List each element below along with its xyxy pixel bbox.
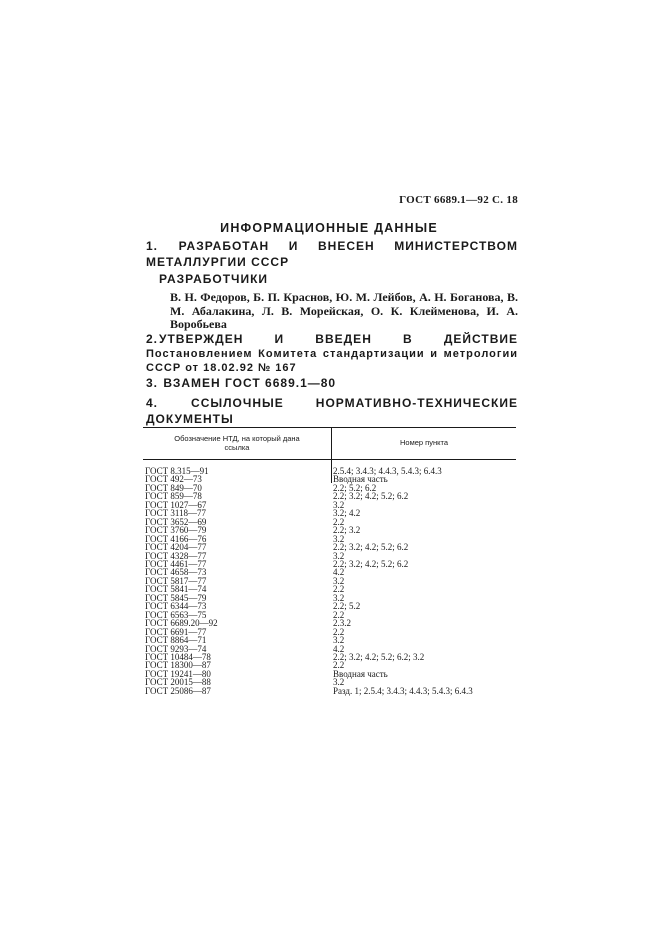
- table-cell-document: ГОСТ 492—73: [145, 474, 202, 485]
- table-cell-clauses: 2.2: [333, 516, 345, 527]
- table-cell-clauses: 2.2; 3.2; 4.2; 5.2; 6.2: [333, 491, 409, 502]
- table-cell-clauses: 2.2: [333, 584, 345, 595]
- table-cell-document: ГОСТ 6691—77: [145, 626, 207, 637]
- section-3-number: 3.: [146, 376, 159, 390]
- table-cell-document: ГОСТ 18300—87: [145, 660, 211, 671]
- table-cell-clauses: 3.2; 4.2: [333, 508, 361, 519]
- table-cell-document: ГОСТ 4204—77: [145, 542, 207, 553]
- table-cell-document: ГОСТ 25086—87: [145, 685, 211, 696]
- table-cell-clauses: Вводная часть: [333, 668, 388, 679]
- table-rows: [143, 460, 516, 695]
- table-cell-clauses: 2.2: [333, 609, 345, 620]
- table-cell-clauses: 4.2: [333, 567, 345, 578]
- section-4-number: 4.: [146, 396, 159, 410]
- section-2-heading: УТВЕРЖДЕН И ВВЕДЕН В ДЕЙСТВИЕ: [159, 332, 518, 346]
- table-cell-clauses: 2.3.2: [333, 618, 351, 629]
- section-1-text: РАЗРАБОТАН И ВНЕСЕН МИНИСТЕРСТВОМ МЕТАЛЛУРГИИ СССР: [146, 239, 518, 269]
- table-cell-clauses: 2.2; 5.2; 6.2: [333, 482, 377, 493]
- table-cell-clauses: 3.2: [333, 592, 345, 603]
- table-cell-document: ГОСТ 4166—76: [145, 533, 207, 544]
- developers-heading: РАЗРАБОТЧИКИ: [159, 272, 269, 286]
- table-cell-document: ГОСТ 5841—74: [145, 584, 207, 595]
- page-title: ИНФОРМАЦИОННЫЕ ДАННЫЕ: [220, 221, 438, 235]
- section-4-heading: [146, 395, 518, 427]
- table-cell-clauses: 2.2; 5.2: [333, 601, 361, 612]
- table-header: [143, 428, 516, 460]
- table-cell-clauses: 3.2: [333, 499, 345, 510]
- table-cell-clauses: 3.2: [333, 550, 345, 561]
- table-header-document: Обозначение НТД, на который дана ссылка: [143, 428, 332, 459]
- section-4-text: ССЫЛОЧНЫЕ НОРМАТИВНО-ТЕХНИЧЕСКИЕ ДОКУМЕНТЫ: [146, 396, 518, 426]
- table-cell-clauses: Вводная часть: [333, 474, 388, 485]
- table-cell-document: ГОСТ 3118—77: [145, 508, 207, 519]
- section-2-text: Постановлением Комитета стандартизации и метрологии СССР от 18.02.92 № 167: [146, 347, 518, 374]
- table-cell-clauses: 3.2: [333, 533, 345, 544]
- table-cell-document: ГОСТ 6344—73: [145, 601, 207, 612]
- table-cell-document: ГОСТ 6563—75: [145, 609, 207, 620]
- table-cell-document: ГОСТ 4461—77: [145, 558, 207, 569]
- table-cell-document: ГОСТ 8864—71: [145, 635, 207, 646]
- table-cell-document: ГОСТ 20015—88: [145, 677, 211, 688]
- page-header-reference: ГОСТ 6689.1—92 С. 18: [399, 194, 518, 206]
- table-cell-clauses: 2.2; 3.2; 4.2; 5.2; 6.2: [333, 542, 409, 553]
- table-cell-clauses: 3.2: [333, 575, 345, 586]
- table-cell-document: ГОСТ 6689.20—92: [145, 618, 218, 629]
- reference-documents-table: [143, 427, 516, 695]
- table-cell-clauses: 2.2; 3.2; 4.2; 5.2; 6.2; 3.2: [333, 651, 425, 662]
- table-cell-document: ГОСТ 10484—78: [145, 651, 211, 662]
- table-cell-document: ГОСТ 859—78: [145, 491, 202, 502]
- table-cell-clauses: 2.2: [333, 626, 345, 637]
- table-body: [143, 460, 516, 695]
- table-header-clause: Номер пункта: [399, 438, 448, 448]
- table-cell-clauses: 4.2: [333, 643, 345, 654]
- section-2-number: 2.: [146, 332, 159, 346]
- table-cell-document: ГОСТ 9293—74: [145, 643, 207, 654]
- table-cell-document: ГОСТ 3760—79: [145, 525, 207, 536]
- table-cell-document: ГОСТ 5845—79: [145, 592, 207, 603]
- table-row: [143, 687, 516, 695]
- table-cell-document: ГОСТ 1027—67: [145, 499, 207, 510]
- table-cell-document: ГОСТ 8.315—91: [145, 466, 209, 476]
- table-cell-clauses: 2.2; 3.2: [333, 525, 361, 536]
- table-cell-clauses: 2.5.4; 3.4.3; 4.4.3, 5.4.3; 6.4.3: [333, 466, 442, 476]
- table-cell-clauses: 3.2: [333, 677, 345, 688]
- table-cell-document: ГОСТ 4328—77: [145, 550, 207, 561]
- table-column-divider: [331, 460, 332, 483]
- section-2: [146, 333, 518, 376]
- table-cell-document: ГОСТ 3652—69: [145, 516, 207, 527]
- table-cell-document: ГОСТ 849—70: [145, 482, 202, 493]
- table-cell-clauses: 3.2: [333, 635, 345, 646]
- section-1-heading: [146, 238, 518, 270]
- table-cell-clauses: Разд. 1; 2.5.4; 3.4.3; 4.4.3; 5.4.3; 6.4.3: [333, 685, 473, 696]
- section-1-number: 1.: [146, 239, 159, 253]
- developers-list: В. Н. Федоров, Б. П. Краснов, Ю. М. Лейбов, А. Н. Боганова, В. М. Абалакина, Л. В. Морейская, О. К. Клейменова, И. А. Воробьева: [170, 290, 518, 331]
- table-cell-clauses: 2.2; 3.2; 4.2; 5.2; 6.2: [333, 558, 409, 569]
- table-cell-clauses: 2.2: [333, 660, 345, 671]
- section-3-text: ВЗАМЕН ГОСТ 6689.1—80: [163, 376, 337, 390]
- table-cell-document: ГОСТ 5817—77: [145, 575, 207, 586]
- table-cell-document: ГОСТ 4658—73: [145, 567, 207, 578]
- section-3-heading: [146, 375, 518, 391]
- table-cell-document: ГОСТ 19241—80: [145, 668, 211, 679]
